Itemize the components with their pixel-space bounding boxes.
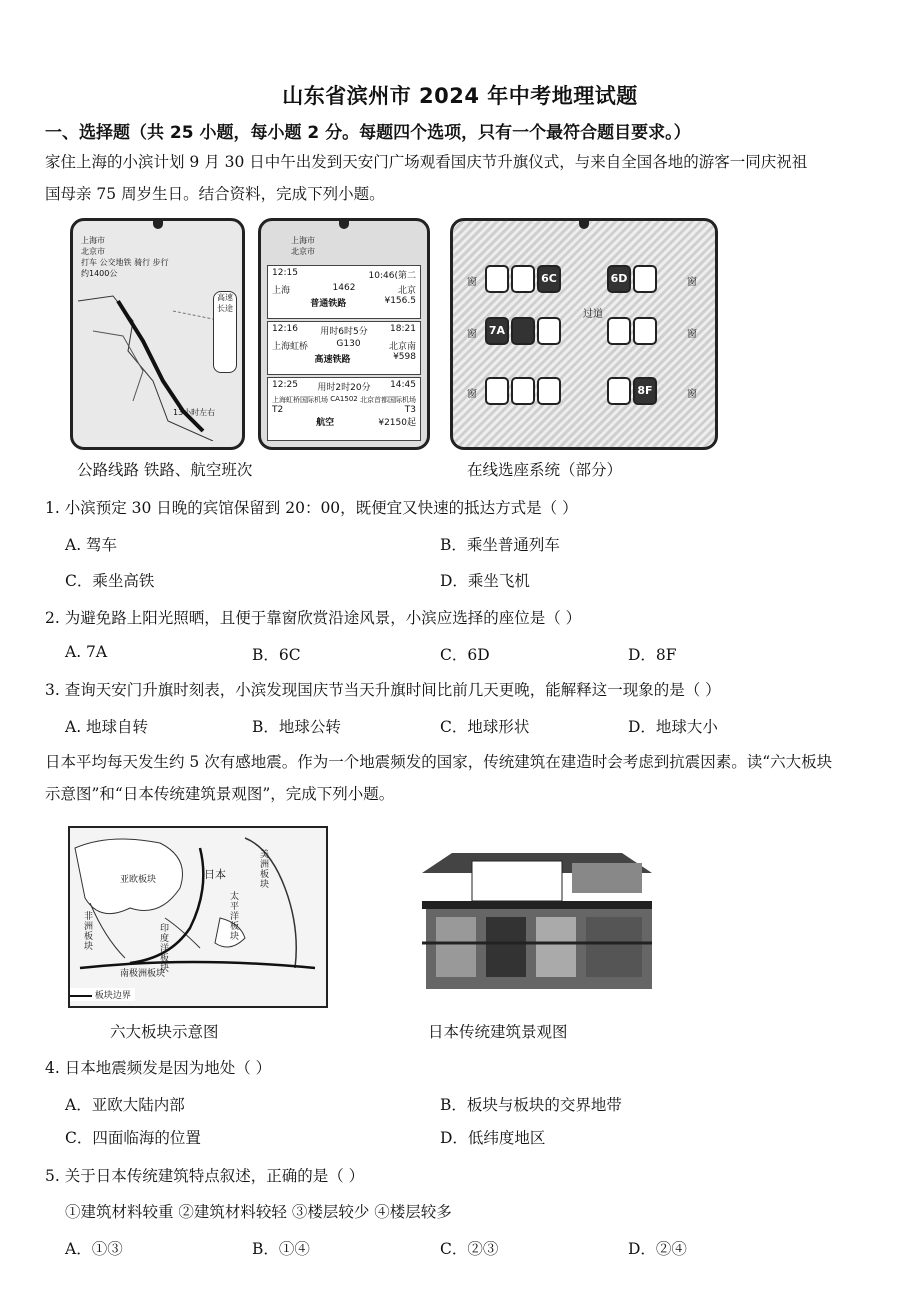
map-legend [70, 988, 135, 1001]
legend-label: 板块边界 [94, 991, 131, 1001]
t3-arr: 14:45 [390, 380, 416, 390]
page-title: 山东省滨州市 2024 年中考地理试题 [282, 84, 638, 108]
sched-from: 上海市 [291, 236, 315, 245]
ticket-normal-train [267, 265, 421, 319]
window-label: 窗 [687, 389, 697, 400]
q2-option-a[interactable]: A. 7A [65, 643, 108, 661]
q4-option-d[interactable]: D．低纬度地区 [440, 1129, 546, 1147]
q1-option-b[interactable]: B．乘坐普通列车 [440, 536, 560, 554]
label-antarctic-plate: 南极洲板块 [120, 969, 166, 979]
q5-option-b[interactable]: B．①④ [252, 1240, 310, 1258]
route-distance: 约1400公 [81, 269, 118, 278]
seat-grid [467, 265, 701, 435]
q1-option-c[interactable]: C．乘坐高铁 [65, 572, 155, 590]
q4-option-b[interactable]: B．板块与板块的交界地带 [440, 1096, 622, 1114]
figure2-caption-left: 六大板块示意图 [110, 1023, 219, 1041]
aisle-label: 过道 [583, 309, 603, 320]
seat[interactable] [633, 265, 657, 293]
figure1-caption-left: 公路线路 铁路、航空班次 [77, 461, 253, 479]
route-side-panel [213, 291, 237, 373]
seat[interactable] [511, 265, 535, 293]
label-african-plate: 非洲板块 [84, 912, 94, 952]
phone-schedule [258, 218, 430, 450]
t1-to: 北京 [397, 286, 416, 296]
t3-code: CA1502 [330, 395, 358, 403]
q4-option-a[interactable]: A．亚欧大陆内部 [65, 1096, 185, 1114]
route-time: 13小时左右 [173, 408, 216, 417]
figure1-caption-right: 在线选座系统（部分） [467, 461, 623, 479]
label-american-plate: 美洲板块 [260, 850, 270, 890]
intro-line: 日本平均每天发生约 5 次有感地震。作为一个地震频发的国家，传统建筑在建造时会考虑到抗震因素。读“六大板块 [45, 753, 833, 771]
t2-to: 北京南 [388, 342, 416, 352]
q5-statements: ①建筑材料较重 ②建筑材料较轻 ③楼层较少 ④楼层较多 [65, 1203, 452, 1221]
t3-dur: 用时2时20分 [317, 383, 371, 393]
q5-option-a[interactable]: A．①③ [65, 1240, 123, 1258]
question-1-stem: 1. 小滨预定 30 日晚的宾馆保留到 20：00，既便宜又快速的抵达方式是（ ） [45, 499, 578, 517]
window-label: 窗 [687, 277, 697, 288]
plate-map [68, 826, 328, 1008]
section-heading: 一、选择题（共 25 小题，每小题 2 分。每题四个选项，只有一个最符合题目要求。） [45, 123, 691, 143]
plate-map-svg [70, 828, 322, 978]
ticket-flight [267, 377, 421, 441]
seat-8f[interactable]: 8F [633, 377, 657, 405]
seat[interactable] [485, 377, 509, 405]
q5-option-c[interactable]: C．②③ [440, 1240, 499, 1258]
side-label: 长途 [217, 304, 233, 313]
q4-option-c[interactable]: C．四面临海的位置 [65, 1129, 201, 1147]
q1-option-d[interactable]: D．乘坐飞机 [440, 572, 530, 590]
japanese-building-photo [412, 843, 660, 993]
seat[interactable] [633, 317, 657, 345]
seat[interactable] [537, 317, 561, 345]
t3-price: ¥2150起 [378, 418, 416, 428]
t2-arr: 18:21 [390, 324, 416, 334]
seat-7a[interactable]: 7A [485, 317, 509, 345]
question-3-stem: 3. 查询天安门升旗时刻表，小滨发现国庆节当天升旗时间比前几天更晚，能解释这一现象的是（ ） [45, 681, 721, 699]
t1-arr: 10:46(第二 [368, 271, 416, 281]
label-indian-plate: 印度洋板块 [160, 924, 170, 974]
question-5-stem: 5. 关于日本传统建筑特点叙述，正确的是（ ） [45, 1167, 365, 1185]
route-to: 北京市 [81, 247, 105, 256]
q3-option-d[interactable]: D．地球大小 [628, 718, 718, 736]
q2-option-b[interactable]: B．6C [252, 646, 301, 664]
t1-code: 1462 [332, 283, 356, 293]
q2-option-d[interactable]: D．8F [628, 646, 677, 664]
sched-to: 北京市 [291, 247, 315, 256]
route-modes: 打车 公交地铁 骑行 步行 [81, 258, 169, 267]
t3-to: 北京首都国际机场 [360, 396, 416, 404]
figure2-caption-right: 日本传统建筑景观图 [428, 1023, 568, 1041]
plate-boundary-legend-icon [70, 995, 92, 997]
route-from: 上海市 [81, 236, 105, 245]
t1-price: ¥156.5 [384, 296, 416, 306]
building-illustration [412, 843, 660, 993]
intro-passage-2 [45, 746, 885, 810]
question-4-stem: 4. 日本地震频发是因为地处（ ） [45, 1059, 272, 1077]
window-label: 窗 [687, 329, 697, 340]
t2-code: G130 [336, 339, 361, 349]
label-japan: 日本 [204, 868, 226, 881]
q3-option-c[interactable]: C．地球形状 [440, 718, 530, 736]
t2-dep: 12:16 [272, 324, 298, 334]
seat[interactable] [485, 265, 509, 293]
seat-6c[interactable]: 6C [537, 265, 561, 293]
ticket-high-speed [267, 321, 421, 375]
label-eurasia-plate: 亚欧板块 [120, 875, 157, 885]
seat[interactable] [511, 377, 535, 405]
seat[interactable] [537, 377, 561, 405]
t1-dep: 12:15 [272, 268, 298, 278]
window-label: 窗 [467, 389, 477, 400]
q3-option-b[interactable]: B．地球公转 [252, 718, 341, 736]
phone-route-map [70, 218, 245, 450]
t2-from: 上海虹桥 [272, 342, 309, 352]
t3-term1: T2 [272, 405, 284, 415]
q1-option-a[interactable]: A. 驾车 [65, 536, 118, 554]
intro-passage-1 [45, 146, 885, 210]
window-label: 窗 [467, 329, 477, 340]
window-label: 窗 [467, 277, 477, 288]
t2-dur: 用时6时5分 [320, 327, 368, 337]
phone-seat-selection [450, 218, 718, 450]
q3-option-a[interactable]: A. 地球自转 [65, 718, 149, 736]
intro-line: 示意图”和“日本传统建筑景观图”，完成下列小题。 [45, 785, 395, 803]
t2-price: ¥598 [393, 352, 416, 362]
side-label: 高速 [217, 293, 233, 302]
q2-option-c[interactable]: C．6D [440, 646, 490, 664]
t1-from: 上海 [272, 286, 291, 296]
seat[interactable] [607, 317, 631, 345]
seat-6d[interactable]: 6D [607, 265, 631, 293]
t3-dep: 12:25 [272, 380, 298, 390]
intro-line: 国母亲 75 周岁生日。结合资料，完成下列小题。 [45, 185, 385, 203]
t3-from: 上海虹桥国际机场 [272, 396, 328, 404]
question-2-stem: 2. 为避免路上阳光照晒，且便于靠窗欣赏沿途风景，小滨应选择的座位是（ ） [45, 609, 582, 627]
t1-type: 普通铁路 [310, 299, 347, 309]
t3-type: 航空 [316, 418, 335, 428]
q5-option-d[interactable]: D．②④ [628, 1240, 687, 1258]
t2-type: 高速铁路 [314, 355, 351, 365]
seat[interactable] [607, 377, 631, 405]
intro-line: 家住上海的小滨计划 9 月 30 日中午出发到天安门广场观看国庆节升旗仪式，与来自全国各地的游客一同庆祝祖 [45, 153, 808, 171]
seat[interactable] [511, 317, 535, 345]
t3-term2: T3 [404, 405, 416, 415]
label-pacific-plate: 太平洋板块 [230, 892, 240, 942]
